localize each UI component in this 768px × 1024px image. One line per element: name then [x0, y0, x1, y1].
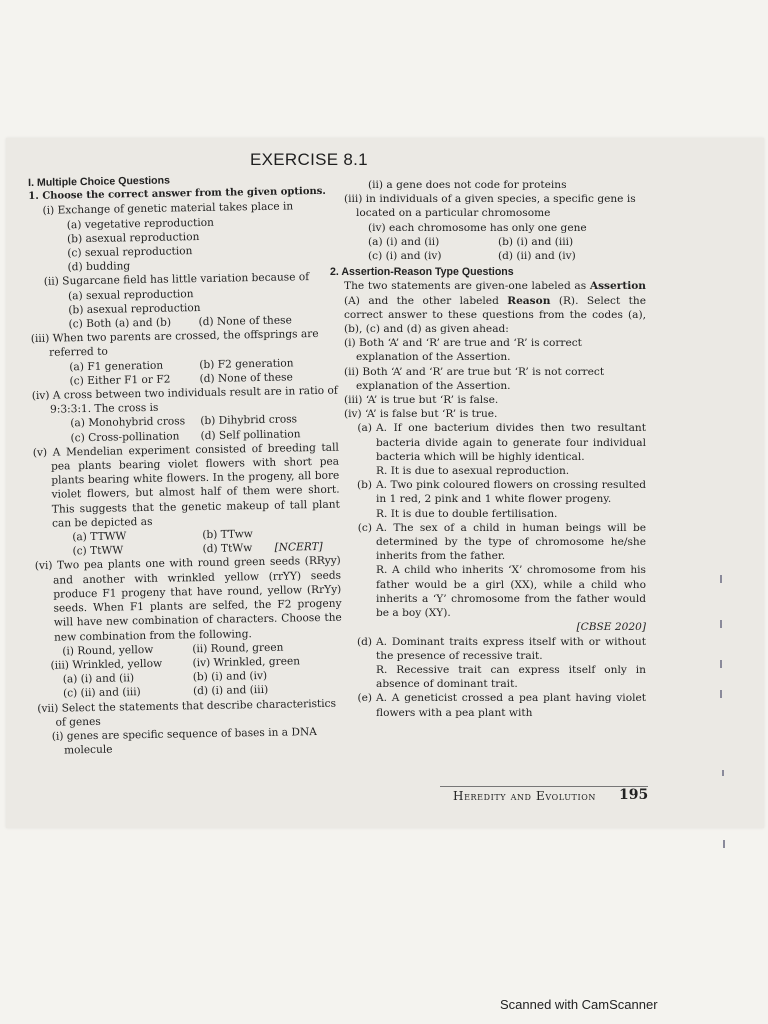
q5-option-d: (d) TtWw	[202, 542, 253, 556]
ar-item-reason: R. It is due to double fertilisation.	[376, 507, 558, 520]
q6-option-c: (c) (ii) and (iii)	[62, 686, 141, 700]
margin-mark	[723, 840, 725, 848]
q6-statement-iv: (iv) Wrinkled, green	[192, 655, 301, 670]
q6-statement-ii: (ii) Round, green	[192, 641, 284, 655]
q4-option-c: (c) Cross-pollination	[70, 430, 180, 444]
q2-option-b: (b) asexual reproduction	[68, 301, 201, 317]
q7-statement-iv: (iv) each chromosome has only one gene	[368, 221, 587, 234]
q7-statement-iii: (iii) in individuals of a given species, a specific gene is located on a particular chromosome	[344, 193, 636, 220]
left-column	[28, 171, 344, 759]
q6-statement-i: (i) Round, yellow	[62, 643, 154, 658]
instruction: 1. Choose the correct answer from the given options.	[28, 186, 326, 203]
question-3-stem: (iii) When two parents are crossed, the offsprings are referred to	[30, 328, 319, 360]
ar-item-c-reason-row	[330, 563, 646, 620]
q5-source: [NCERT]	[274, 541, 323, 555]
assertion-reason-intro	[330, 279, 646, 336]
ar-item-reason: R. Recessive trait can express itself only in absence of dominant trait.	[376, 663, 646, 691]
question-7-stem: (vii) Select the statements that describe characteristics of genes	[37, 697, 337, 729]
ar-item-d-reason-row	[330, 663, 646, 691]
question-6-stem: (vi) Two pea plants one with round green seeds (RRyy) and another with wrinkled yellow (rrYY) seeds produce F1 progeny that have round, yellow (RrYy) seeds. When F1 plants are selfed, the F2 progeny will have new combination of characters. Choose the new combination from the following.	[34, 555, 342, 644]
code-iii: (iii) ‘A’ is true but ‘R’ is false.	[344, 394, 499, 407]
intro-text-1: The two statements are given-one labeled as	[344, 280, 590, 293]
q2-option-c: (c) Both (a) and (b)	[68, 316, 172, 331]
margin-mark	[722, 770, 724, 776]
ar-item-d	[330, 635, 646, 663]
q7-options-cd	[330, 249, 646, 263]
footer-chapter: Heredity and Evolution	[453, 789, 597, 803]
q6-option-b: (b) (i) and (iv)	[192, 670, 268, 684]
ar-item-label: (a)	[357, 422, 372, 435]
ar-item-label: (b)	[356, 479, 372, 492]
intro-text-2: (A) and the other labeled	[344, 294, 508, 307]
q6-statement-iii: (iii) Wrinkled, yellow	[50, 657, 163, 672]
ar-item-b	[330, 478, 646, 506]
ar-item-label: (d)	[356, 635, 372, 648]
code-iv: (iv) ‘A’ is false but ‘R’ is true.	[344, 408, 498, 421]
code-ii: (ii) Both ‘A’ and ‘R’ are true but ‘R’ is not correct explanation of the Assertion.	[344, 365, 605, 392]
q7-statement-i: (i) genes are specific sequence of bases in a DNA molecule	[51, 725, 317, 757]
intro-text-3: (R). Select the correct answer to these questions from the codes (a), (b), (c) and (d) as given ahead:	[344, 294, 646, 336]
intro-reason-word: Reason	[507, 294, 551, 307]
ar-item-reason: R. It is due to asexual reproduction.	[376, 465, 570, 478]
page-number: 195	[619, 787, 649, 803]
q7-option-b: (b) (i) and (iii)	[498, 235, 574, 248]
q6-option-d: (d) (i) and (iii)	[192, 684, 269, 698]
ar-item-assertion: A. Two pink coloured flowers on crossing resulted in 1 red, 2 pink and 1 white flower progeny.	[376, 479, 646, 506]
exercise-title: EXERCISE 8.1	[250, 150, 368, 169]
q1-option-b: (b) asexual reproduction	[67, 230, 200, 246]
q3-option-b: (b) F2 generation	[199, 357, 294, 371]
ar-item-label: (e)	[357, 692, 372, 705]
q5-option-b: (b) TTww	[202, 528, 253, 542]
intro-assertion-word: Assertion	[589, 280, 646, 293]
question-4-stem: (iv) A cross between two individuals result are in ratio of 9:3:3:1. The cross is	[31, 384, 338, 416]
code-i: (i) Both ‘A’ and ‘R’ are true and ‘R’ is correct explanation of the Assertion.	[344, 337, 582, 364]
section-heading-assertion-reason: 2. Assertion-Reason Type Questions	[330, 266, 514, 279]
q5-option-a: (a) TTWW	[72, 530, 127, 544]
question-1-stem: (i) Exchange of genetic material takes place in	[42, 200, 294, 218]
q6-option-a: (a) (i) and (ii)	[62, 672, 135, 686]
q7-option-c: (c) (i) and (iv)	[368, 250, 442, 263]
q7-option-a: (a) (i) and (ii)	[368, 235, 440, 248]
q3-option-d: (d) None of these	[199, 371, 293, 385]
q5-option-c: (c) TtWW	[72, 544, 124, 558]
q4-option-b: (b) Dihybrid cross	[200, 413, 298, 428]
ar-item-assertion: A. The sex of a child in human beings will be determined by the type of chromosome he/she inherits from the father.	[376, 521, 646, 563]
ar-item-b-reason-row	[330, 507, 646, 521]
q1-option-d: (d) budding	[67, 260, 131, 274]
q7-options-ab	[330, 235, 646, 249]
q2-option-a: (a) sexual reproduction	[67, 287, 194, 302]
question-5-stem: (v) A Mendelian experiment consisted of breeding tall pea plants bearing violet flowers with short pea plants bearing white flowers. In the progeny, all bore violet flowers, but almost half of them were short. This suggests that the genetic makeup of tall plant can be depicted as	[32, 441, 340, 530]
question-2-stem: (ii) Sugarcane field has little variation because of	[43, 271, 310, 289]
ar-item-e	[330, 691, 646, 719]
section-heading-mcq: I. Multiple Choice Questions	[28, 174, 171, 189]
ar-item-assertion: A. A geneticist crossed a pea plant having violet flowers with a pea plant with	[376, 692, 646, 719]
q7-statement-ii: (ii) a gene does not code for proteins	[368, 179, 567, 191]
ar-item-label: (c)	[357, 521, 372, 534]
ar-item-a-reason-row	[330, 464, 646, 478]
ar-item-c-source: [CBSE 2020]	[576, 621, 646, 634]
ar-item-reason: R. A child who inherits ‘X’ chromosome from his father would be a girl (XX), while a child who inherits a ‘Y’ chromosome from the father would be a boy (XY).	[376, 564, 646, 620]
ar-item-assertion: A. If one bacterium divides then two resultant bacteria divide again to generate four individual bacteria which will be highly identical.	[376, 422, 646, 463]
q3-option-c: (c) Either F1 or F2	[69, 373, 171, 388]
footer-rule	[440, 786, 648, 787]
margin-mark	[720, 690, 722, 698]
ar-item-assertion: A. Dominant traits express itself with or without the presence of recessive trait.	[376, 635, 646, 662]
q1-option-c: (c) sexual reproduction	[67, 245, 193, 260]
margin-mark	[720, 620, 722, 628]
ar-item-c	[330, 521, 646, 564]
margin-mark	[720, 575, 722, 583]
right-column	[330, 178, 646, 720]
q4-option-a: (a) Monohybrid cross	[70, 415, 186, 430]
q2-option-d: (d) None of these	[198, 314, 292, 329]
q4-option-d: (d) Self pollination	[200, 427, 301, 442]
margin-mark	[720, 660, 722, 668]
camscanner-watermark: Scanned with CamScanner	[500, 997, 658, 1012]
q7-option-d: (d) (ii) and (iv)	[498, 250, 576, 263]
ar-item-a	[330, 421, 646, 464]
q1-option-a: (a) vegetative reproduction	[66, 216, 214, 231]
q3-option-a: (a) F1 generation	[69, 359, 164, 373]
